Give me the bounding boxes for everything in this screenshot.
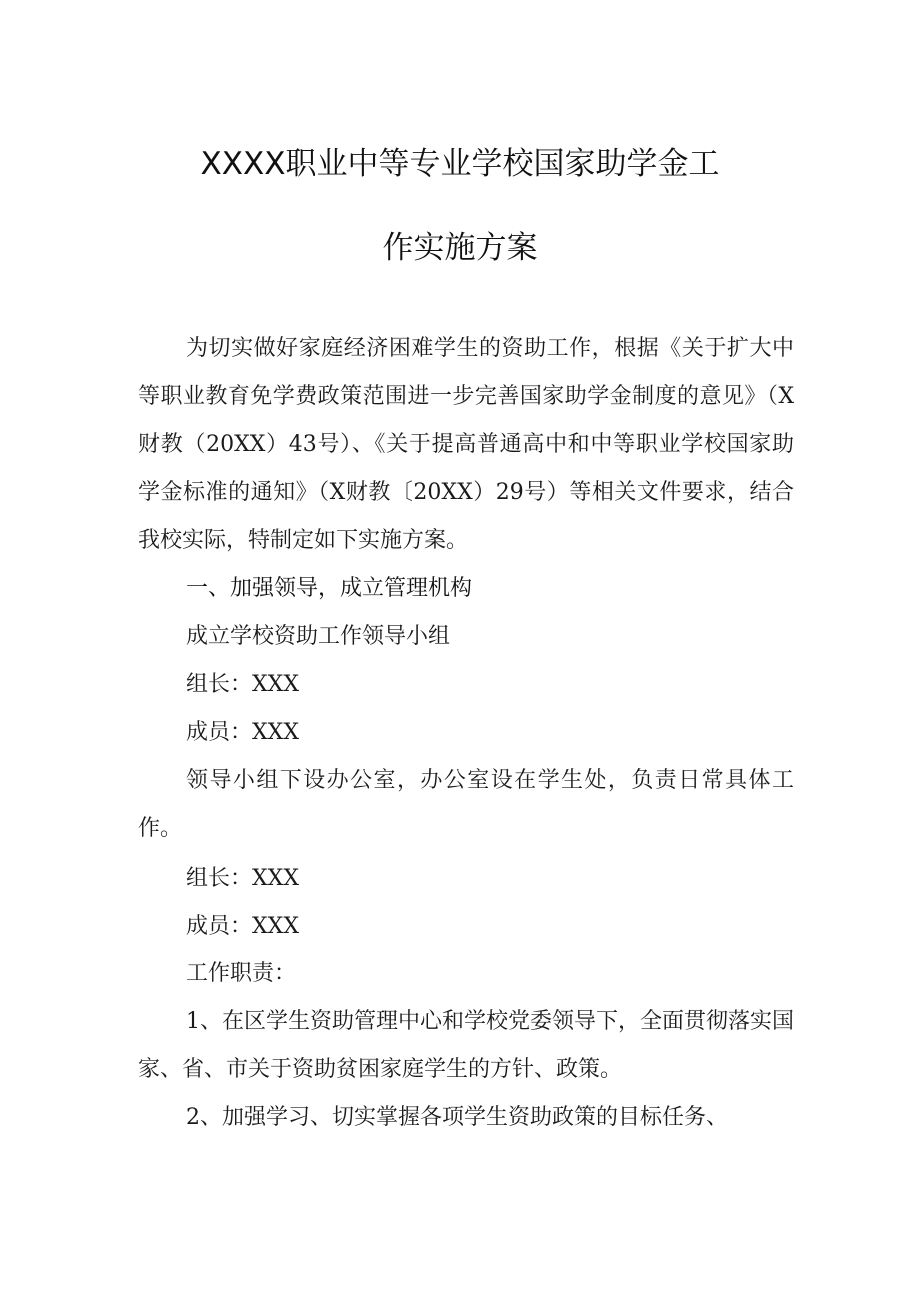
duty-item-1: 1、在区学生资助管理中心和学校党委领导下，全面贯彻落实国家、省、市关于资助贫困家庭学生的方针、政策。	[138, 1009, 794, 1082]
document-title-line-2: 作实施方案	[382, 230, 538, 266]
group-leader: 组长：XXX	[186, 672, 299, 697]
office-members: 成员：XXX	[186, 914, 299, 939]
intro-paragraph: 为切实做好家庭经济困难学生的资助工作，根据《关于扩大中等职业教育免学费政策范围进一步完善国家助学金制度的意见》（X财教（20XX）43号）、《关于提高普通高中和中等职业学校国家助学金标准的通知》（X财教〔20XX）29号）等相关文件要求，结合我校实际，特制定如下实施方案。	[138, 336, 794, 553]
duties-label: 工作职责：	[186, 961, 297, 986]
section-1-heading: 一、加强领导，成立管理机构	[186, 576, 473, 601]
document-title-line-1: XXXX职业中等专业学校国家助学金工	[200, 146, 720, 182]
group-members: 成员：XXX	[186, 720, 299, 745]
group-title: 成立学校资助工作领导小组	[186, 624, 451, 649]
duty-item-2: 2、加强学习、切实掌握各项学生资助政策的目标任务、	[186, 1105, 728, 1130]
office-leader: 组长：XXX	[186, 866, 299, 891]
office-paragraph: 领导小组下设办公室，办公室设在学生处，负责日常具体工作。	[138, 768, 794, 841]
